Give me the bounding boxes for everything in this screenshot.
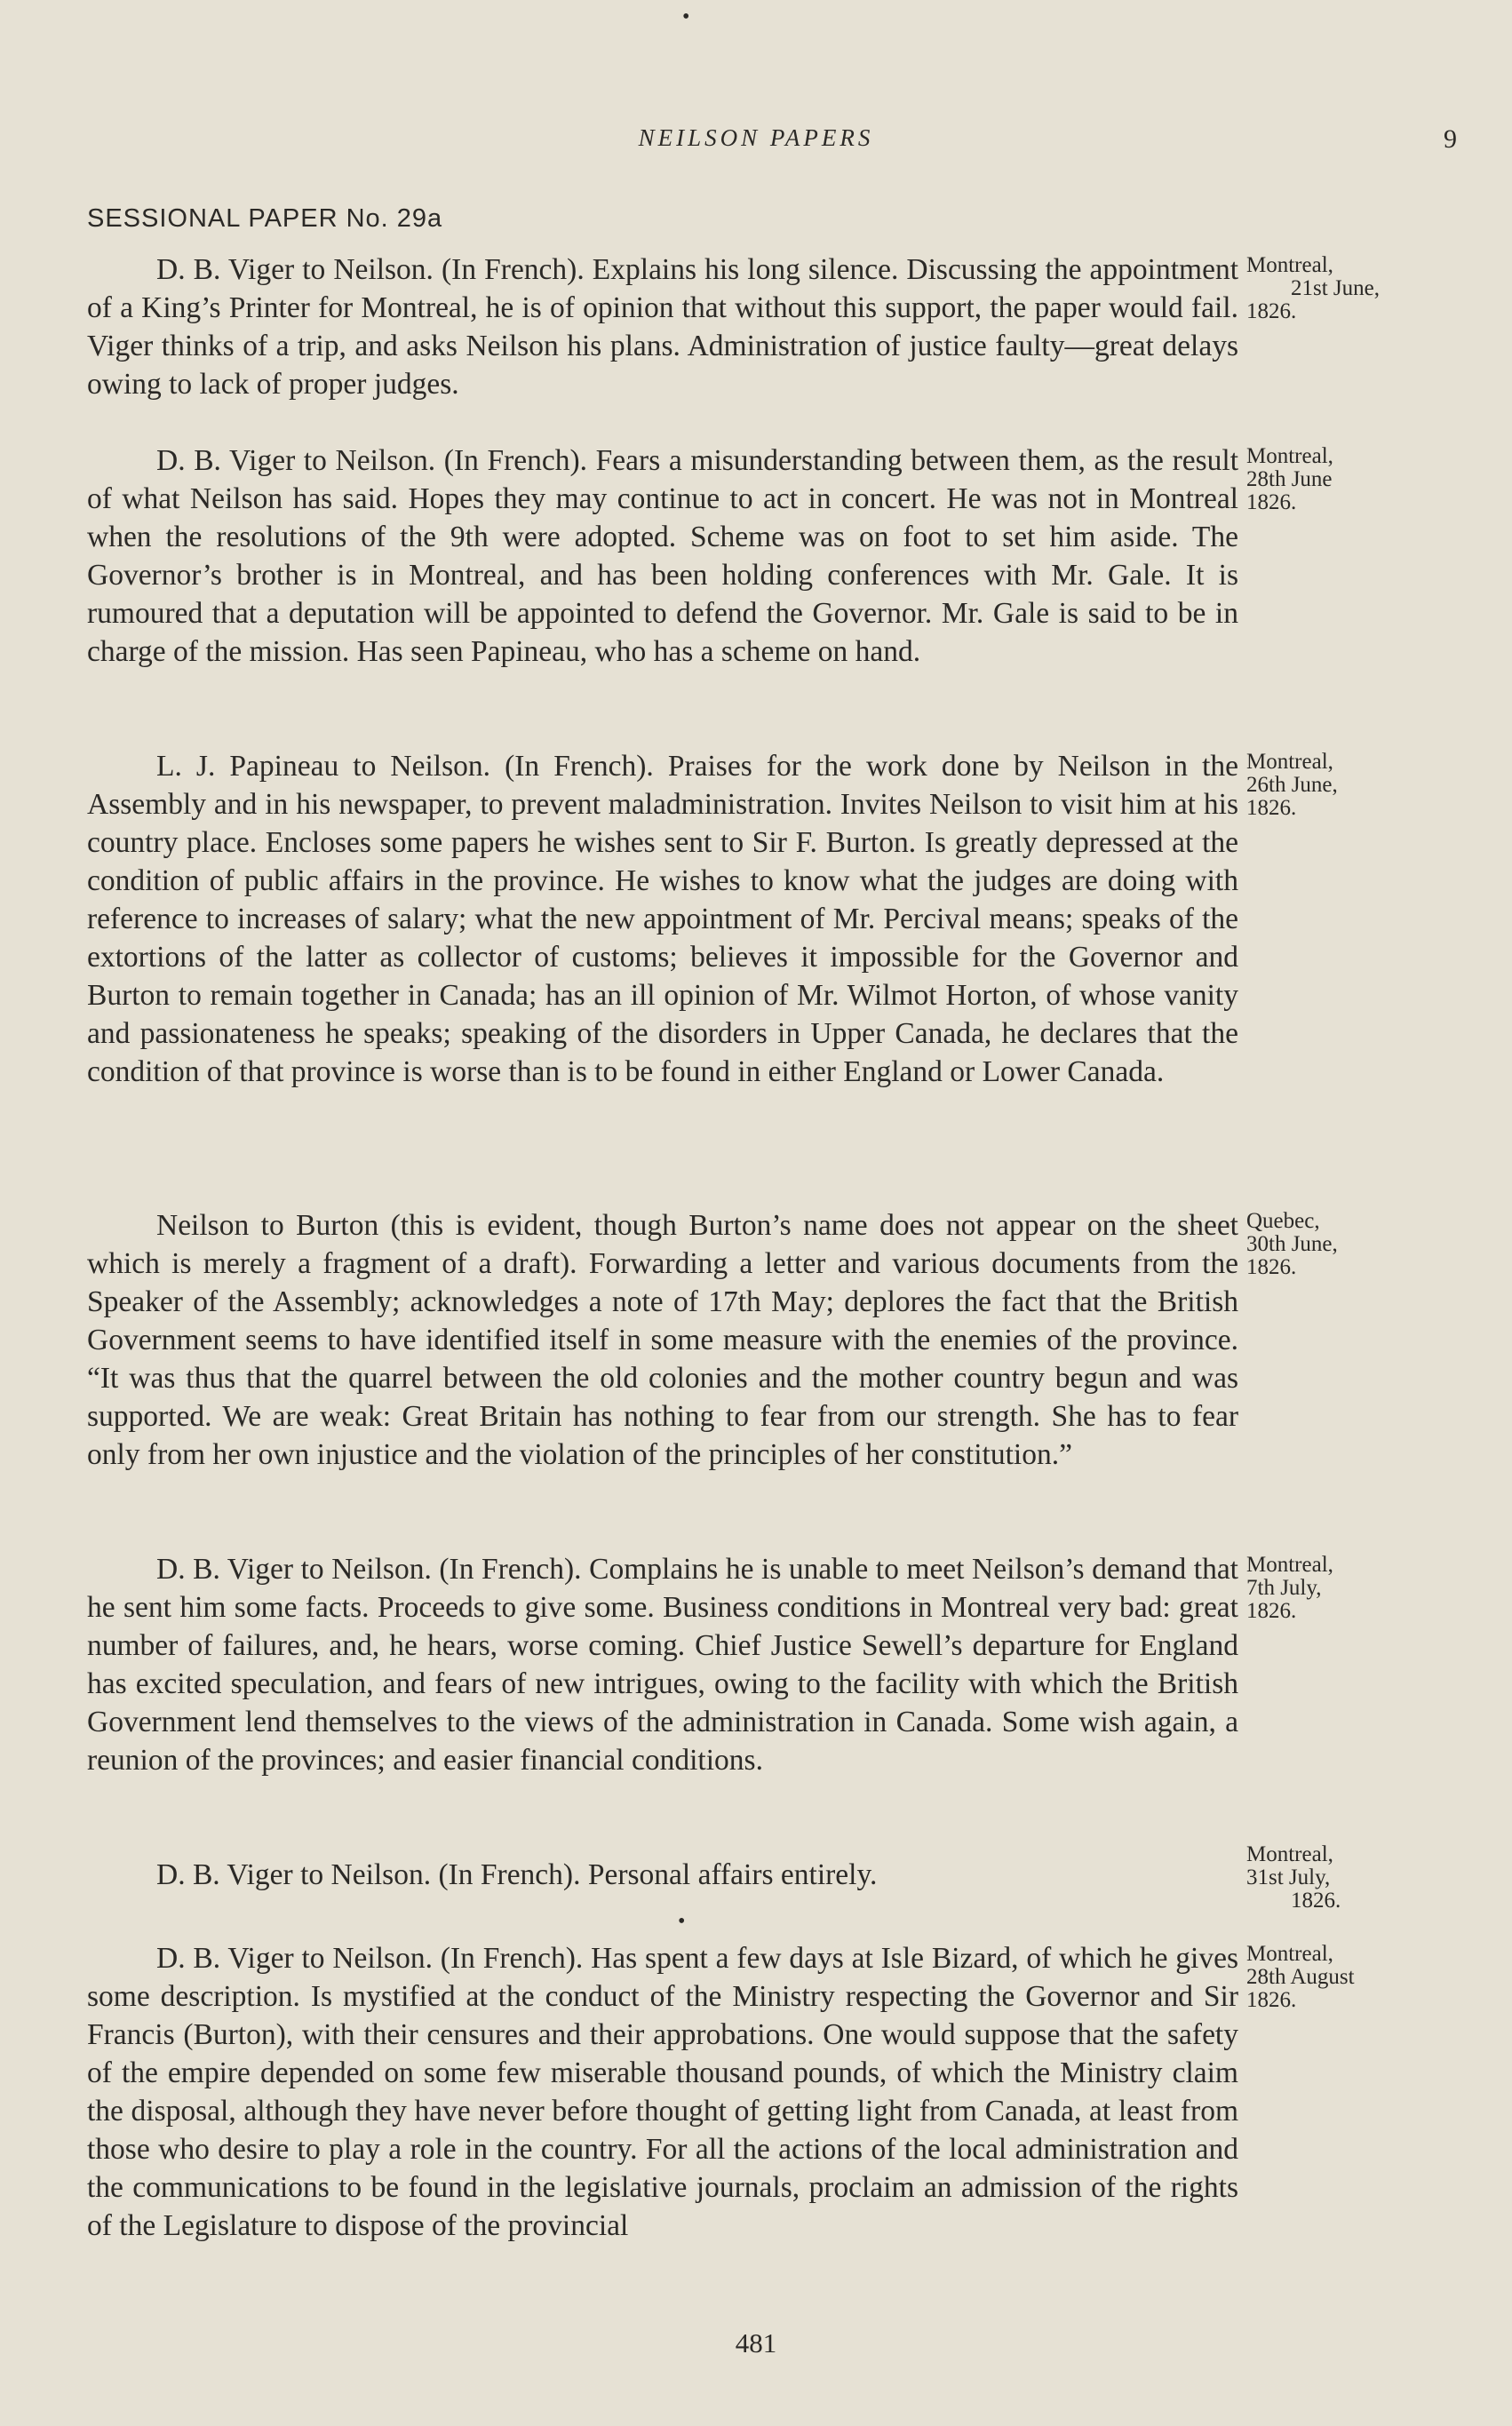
letter-entry [87, 1550, 1333, 1779]
margin-day: 26th June, [1246, 773, 1338, 797]
margin-date [1246, 751, 1512, 820]
margin-place: Montreal, [1246, 750, 1333, 774]
letter-entry [87, 1842, 1341, 1913]
page-number: 9 [1444, 124, 1457, 154]
printer-dot: • [682, 5, 690, 28]
entry-text: D. B. Viger to Neilson. (In French). Complains he is unable to meet Neilson’s demand that he sent him some facts. Proceeds to give some. Business conditions in Montreal very bad: great number of failures, and, he hears, worse coming. Chief Justice Sewell’s departure for England has excited speculation, and fears of new intrigues, owing to the facility with which the British Government lend themselves to the views of the administration in Canada. Some wish again, a reunion of the provinces; and easier financial conditions. [87, 1553, 1238, 1777]
margin-year: 1826. [1246, 796, 1297, 820]
margin-day: 28th June [1246, 467, 1333, 491]
margin-place: Montreal, [1246, 444, 1333, 468]
margin-date [1246, 1554, 1512, 1623]
margin-place: Montreal, [1246, 1942, 1333, 1966]
margin-date [1246, 1843, 1512, 1913]
entry-text: D. B. Viger to Neilson. (In French). Fears a misunderstanding between them, as the result of what Neilson has said. Hopes they may continue to act in concert. He was not in Montreal when the resolutions of the 9th were adopted. Scheme was on foot to set him aside. The Governor’s brother is in Montreal, and has been holding conferences with Mr. Gale. It is rumoured that a deputation will be appointed to defend the Governor. Mr. Gale is said to be in charge of the mission. Has seen Papineau, who has a scheme on hand. [87, 444, 1238, 668]
running-title: NEILSON PAPERS [638, 124, 874, 151]
margin-year: 1826. [1246, 1255, 1297, 1279]
sessional-paper-label: SESSIONAL PAPER No. 29a [87, 204, 443, 233]
margin-day: 28th August [1246, 1965, 1355, 1989]
margin-place: Montreal, [1246, 253, 1333, 277]
entry-text: Neilson to Burton (this is evident, though Burton’s name does not appear on the sheet which is merely a fragment of a draft). Forwarding a letter and various documents from the Speaker of the Assembly; acknowledges a note of 17th May; deplores the fact that the British Government seems to have identified itself in some measure with the enemies of the province. “It was thus that the quarrel between the old colonies and the mother country begun and was supported. We are weak: Great Britain has nothing to fear from our strength. She has to fear only from her own injustice and the violation of the principles of her constitution.” [87, 1209, 1238, 1471]
margin-year: 1826. [1246, 299, 1297, 323]
margin-year: 1826. [1246, 1599, 1297, 1623]
entry-text: L. J. Papineau to Neilson. (In French). Praises for the work done by Neilson in the Assembly and in his newspaper, to prevent maladministration. Invites Neilson to visit him at his country place. Encloses some papers he wishes sent to Sir F. Burton. Is greatly depressed at the condition of public affairs in the province. He wishes to know what the judges are doing with reference to increases of salary; what the new appointment of Mr. Percival means; speaks of the extortions of the latter as collector of customs; believes it impossible for the Governor and Burton to remain together in Canada; has an ill opinion of Mr. Wilmot Horton, of whose vanity and passionateness he speaks; speaking of the disorders in Upper Canada, he declares that the condition of that province is worse than is to be found in either England or Lower Canada. [87, 750, 1238, 1088]
margin-year: 1826. [1291, 1889, 1341, 1913]
margin-date [1246, 445, 1512, 514]
margin-day: 30th June, [1246, 1232, 1338, 1256]
printer-dot: • [678, 1910, 686, 1933]
margin-date [1246, 1210, 1512, 1279]
letter-entry [87, 1206, 1338, 1474]
margin-day: 7th July, [1246, 1576, 1322, 1600]
entry-text: D. B. Viger to Neilson. (In French). Personal affairs entirely. [156, 1858, 878, 1891]
margin-year: 1826. [1246, 490, 1297, 514]
letter-entry [87, 441, 1333, 671]
margin-place: Quebec, [1246, 1209, 1320, 1233]
margin-day: 31st July, [1246, 1865, 1331, 1889]
margin-date [1246, 1943, 1512, 2012]
folio-number: 481 [735, 2327, 777, 2358]
margin-place: Montreal, [1246, 1553, 1333, 1577]
margin-date [1246, 254, 1512, 323]
entry-text: D. B. Viger to Neilson. (In French). Explains his long silence. Discussing the appointment of a King’s Printer for Montreal, he is of opinion that without this support, the paper would fail. Viger thinks of a trip, and asks Neilson his plans. Administration of justice faulty—great delays owing to lack of proper judges. [87, 253, 1238, 401]
margin-year: 1826. [1246, 1988, 1297, 2012]
entry-text: D. B. Viger to Neilson. (In French). Has spent a few days at Isle Bizard, of which he gives some description. Is mystified at the conduct of the Ministry respecting the Governor and Sir Francis (Burton), with their censures and their approbations. One would suppose that the safety of the empire depended on some few miserable thousand pounds, of which the Ministry claim the disposal, although they have never before thought of getting light from Canada, at least from those who desire to play a role in the country. For all the actions of the local administration and the communications to be found in the legislative journals, proclaim an admission of the rights of the Legislature to dispose of the provincial [87, 1942, 1238, 2242]
letter-entry [87, 747, 1338, 1091]
letter-entry [87, 251, 1380, 403]
margin-day: 21st June, [1291, 276, 1380, 300]
letter-entry [87, 1939, 1355, 2245]
margin-place: Montreal, [1246, 1842, 1333, 1866]
